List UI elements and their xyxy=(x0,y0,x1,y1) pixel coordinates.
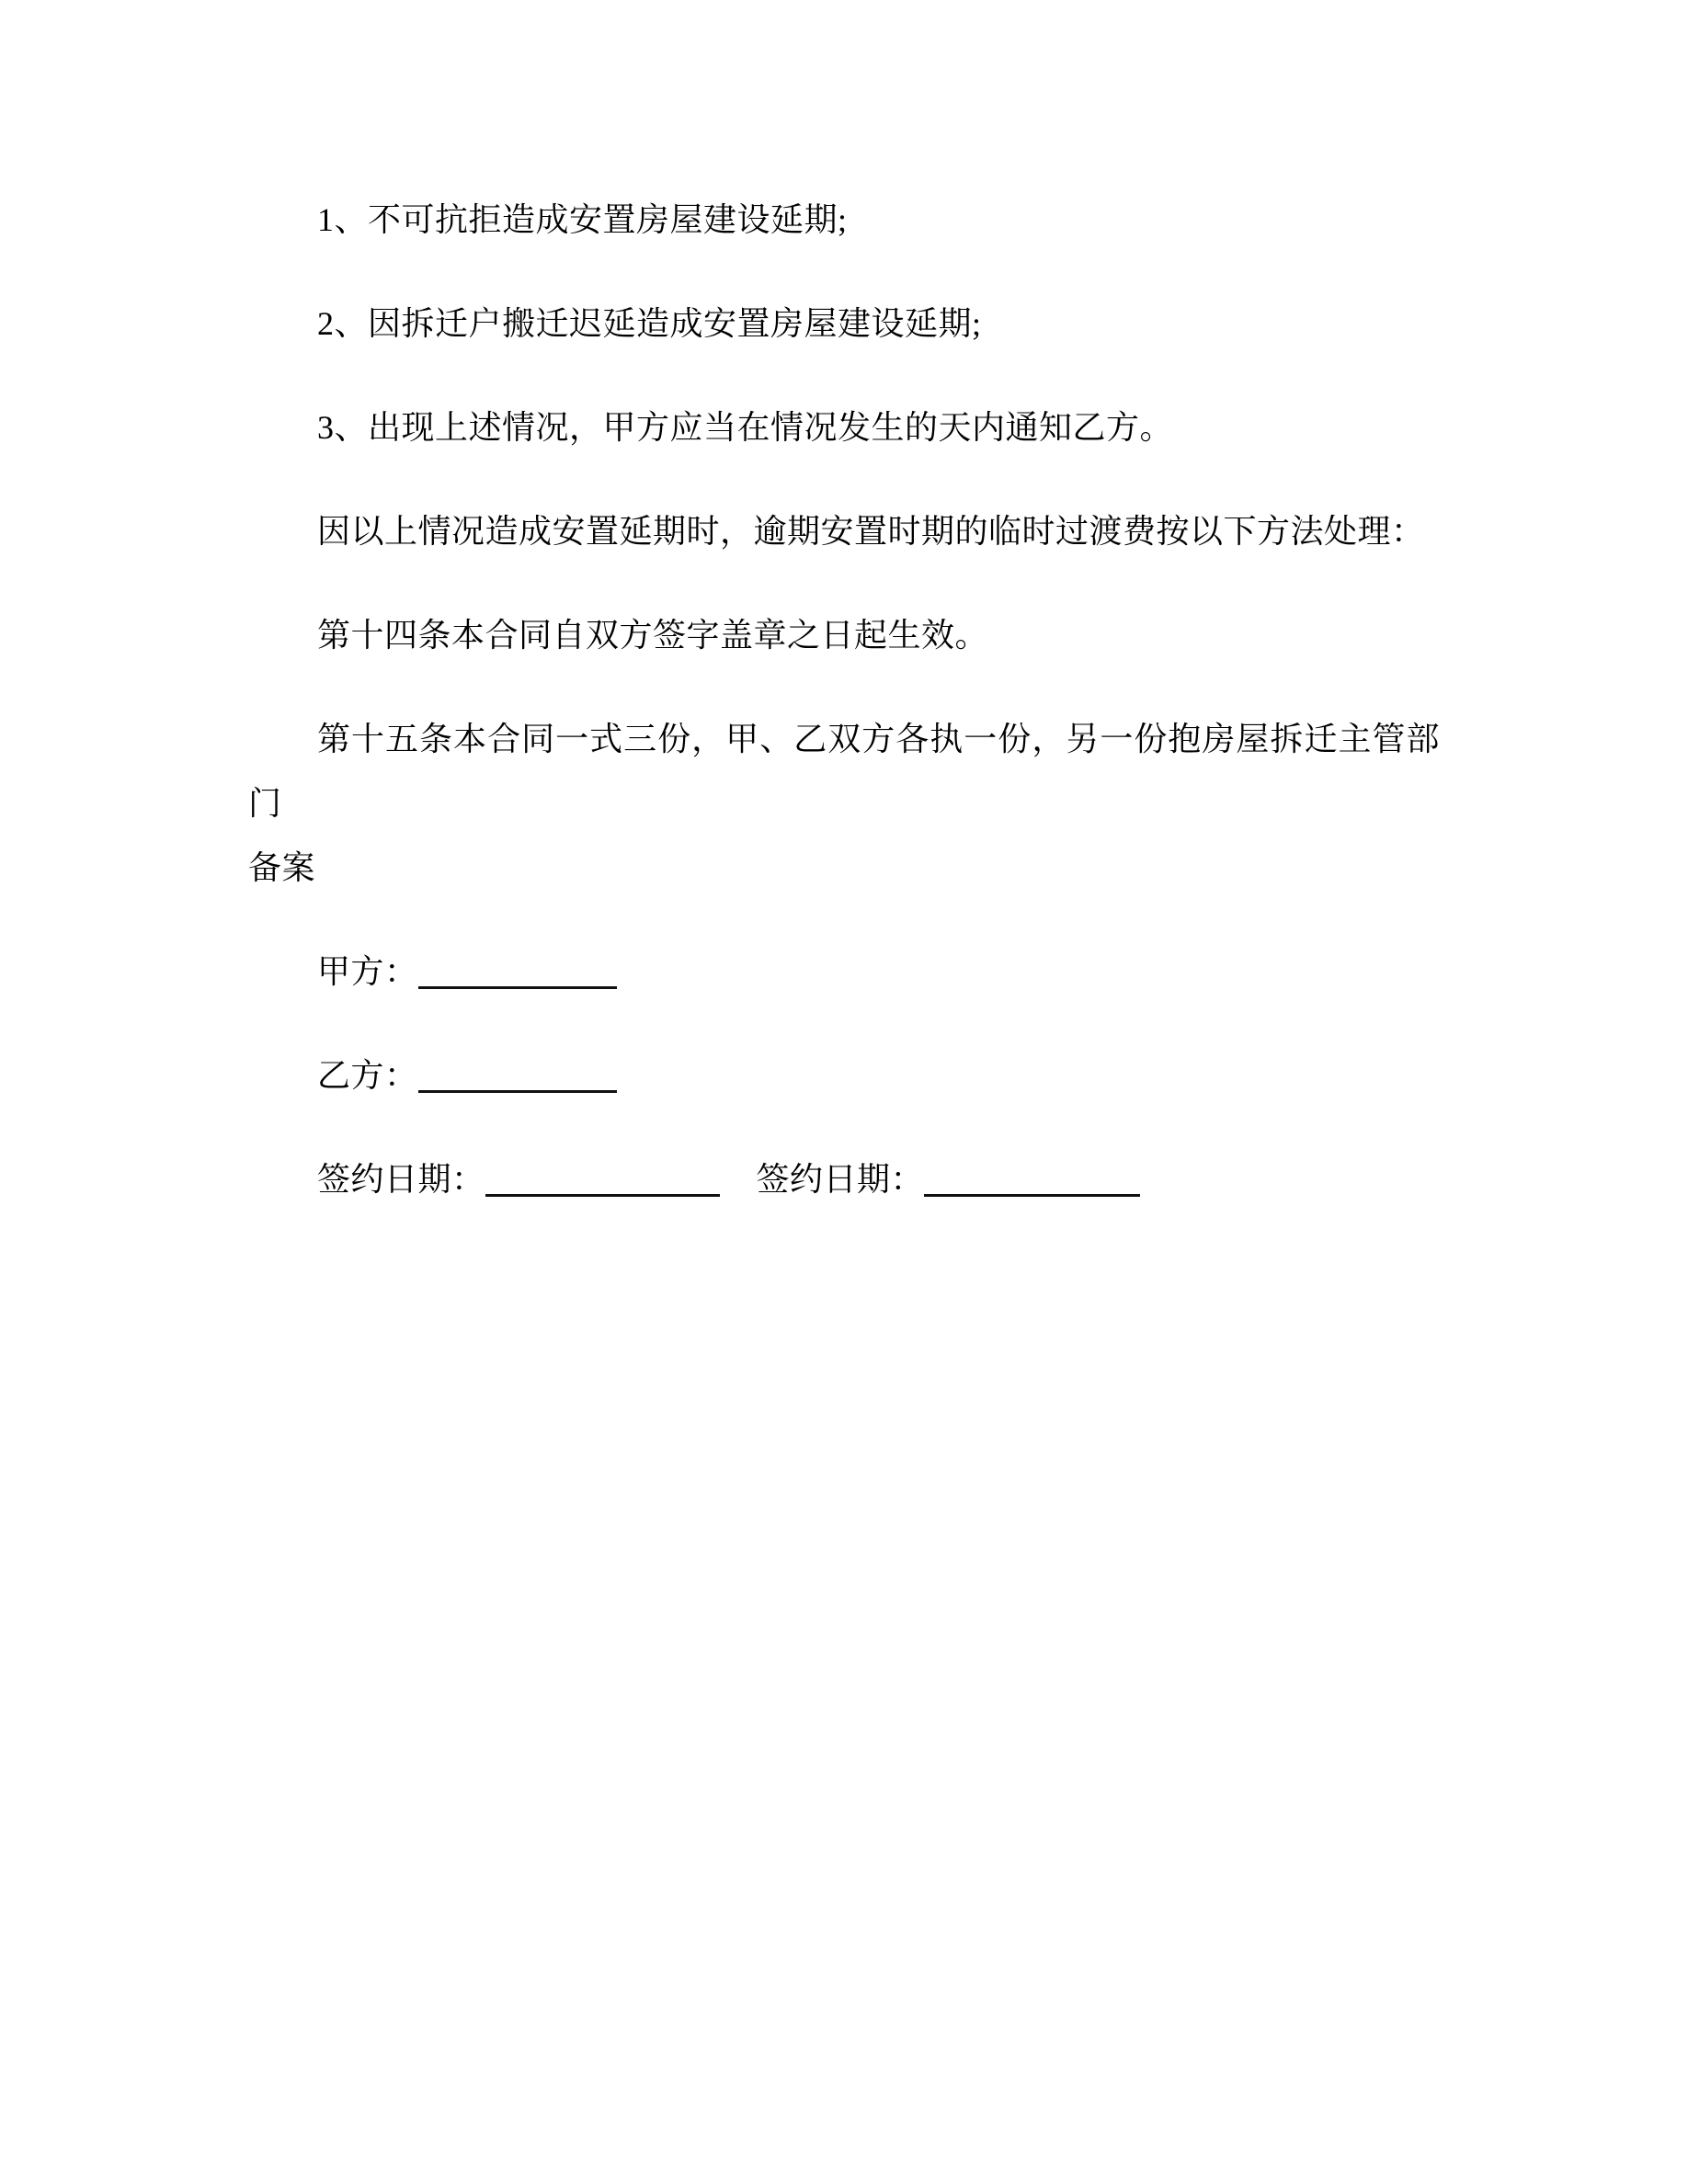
party-a-label: 甲方： xyxy=(317,953,418,990)
paragraph-article-15-line-2: 备案 xyxy=(248,849,316,886)
sign-date-label-2: 签约日期： xyxy=(756,1161,925,1198)
paragraph-overdue-handling: 因以上情况造成安置延期时，逾期安置时期的临时过渡费按以下方法处理： xyxy=(317,513,1425,550)
sign-date-line xyxy=(248,1147,1440,1211)
sign-date-blank-2 xyxy=(924,1163,1140,1197)
clause-item-3: 3、出现上述情况，甲方应当在情况发生的天内通知乙方。 xyxy=(317,409,1174,446)
party-b-signature-line xyxy=(248,1043,1440,1108)
party-a-signature-blank xyxy=(418,955,617,989)
party-b-signature-blank xyxy=(418,1059,617,1093)
party-a-signature-line xyxy=(248,939,1440,1004)
sign-date-label-1: 签约日期： xyxy=(317,1161,485,1198)
paragraph-article-14: 第十四条本合同自双方签字盖章之日起生效。 xyxy=(317,617,989,654)
paragraph-article-15-line-1: 第十五条本合同一式三份，甲、乙双方各执一份，另一份抱房屋拆迁主管部门 xyxy=(248,721,1440,822)
clause-item-1: 1、不可抗拒造成安置房屋建设延期; xyxy=(317,201,848,238)
sign-date-blank-1 xyxy=(485,1163,720,1197)
clause-item-2: 2、因拆迁户搬迁迟延造成安置房屋建设延期; xyxy=(317,305,982,342)
party-b-label: 乙方： xyxy=(317,1057,418,1094)
